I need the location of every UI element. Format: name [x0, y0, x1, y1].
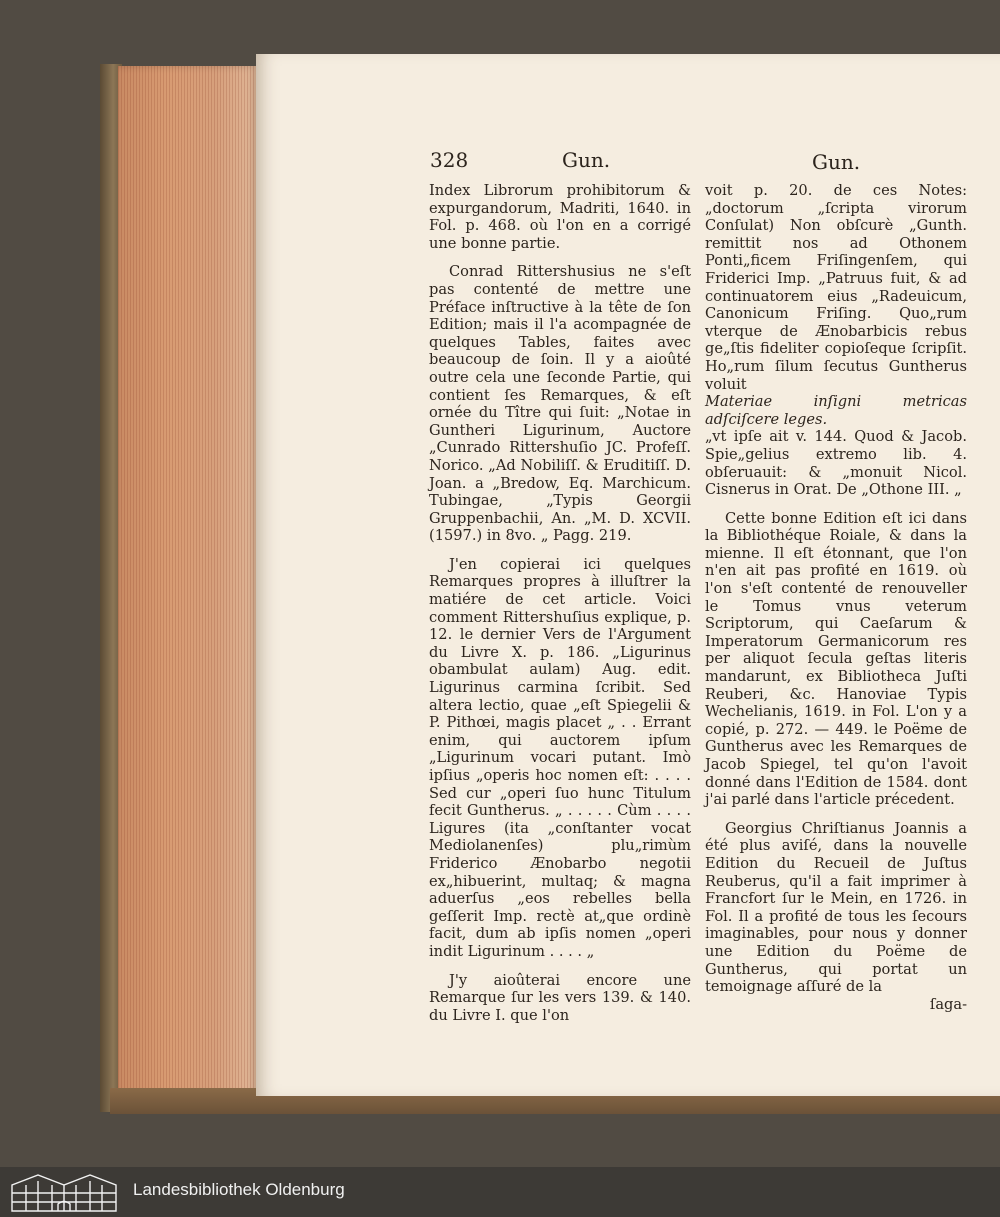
book-page: [256, 54, 1000, 1096]
left-paragraph-1: Index Librorum prohibitorum & expurgandorum, Madriti, 1640. in Fol. p. 468. où l'on en a corrigé une bonne partie.: [429, 182, 691, 252]
right-text-column: [705, 182, 967, 1013]
right-paragraph-2: „vt ipſe ait v. 144. Quod & Jacob. Spie„gelius extremo lib. 4. obſeruauit: & „monuit Nicol. Cisnerus in Orat. De „Othone III. „: [705, 428, 967, 499]
page-number: 328: [430, 148, 469, 172]
right-paragraph-3: Cette bonne Edition eſt ici dans la Bibliothéque Roiale, & dans la mienne. Il eſt étonnant, que l'on n'en ait pas profité en 1619. où l'on s'eſt contenté de renouveller le Tomus vnus veterum Scriptorum, qui Caeſarum & Imperatorum Germanicorum res per aliquot ſecula geſtas literis mandarunt, ex Bibliotheca Juſti Reuberi, &c. Hanoviae Typis Wechelianis, 1619. in Fol. L'on y a copié, p. 272. — 449. le Poëme de Guntherus avec les Remarques de Jacob Spiegel, tel qu'on l'avoit donné dans l'Edition de 1584. dont j'ai parlé dans l'article précedent.: [705, 509, 967, 809]
running-head-left: Gun.: [562, 148, 611, 172]
verse-quotation: Materiae inſigni metricas adſciſcere leges.: [705, 393, 967, 428]
page-block-edge: [118, 66, 258, 1100]
footer-bar: [0, 1167, 1000, 1217]
left-paragraph-4: J'y aioûterai encore une Remarque ſur les vers 139. & 140. du Livre I. que l'on: [429, 971, 691, 1024]
right-paragraph-1: voit p. 20. de ces Notes: „doctorum „ſcripta virorum Conſulat) Non obſcurè „Gunth. remittit nos ad Othonem Ponti„ficem Friſingenſem, qui Friderici Imp. „Patruus fuit, & ad continuatorem eius „Radeuicum, Canonicum Friſing. Quo„rum vterque de Ænobarbicis rebus ge„ſtis fideliter copioſeque ſcripſit. Ho„rum ſilum ſecutus Guntherus voluit: [705, 182, 967, 393]
left-paragraph-2: Conrad Rittershusius ne s'eſt pas contenté de mettre une Préface inſtructive à la tête de ſon Edition; mais il l'a acompagnée de quelques Tables, faites avec beaucoup de ſoin. Il y a aioûté outre cela une ſeconde Partie, qui contient ſes Remarques, & eſt ornée du Tître qui ſuit: „Notae in Guntheri Ligurinum, Auctore „Cunrado Rittershuſio JC. Profeſſ. Norico. „Ad Nobiliſſ. & Eruditiſſ. D. Joan. a „Bredow, Eq. Marchicum. Tubingae, „Typis Georgii Gruppenbachii, An. „M. D. XCVII. (1597.) in 8vo. „ Pagg. 219.: [429, 263, 691, 545]
catchword: ſaga-: [929, 995, 967, 1013]
library-name: Landesbibliothek Oldenburg: [133, 1180, 345, 1199]
right-paragraph-4: Georgius Chriſtianus Joannis a été plus aviſé, dans la nouvelle Edition du Recueil de Juſtus Reuberus, qu'il a fait imprimer à Francfort ſur le Mein, en 1726. in Fol. Il a profité de tous les ſecours imaginables, pour nous y donner une Edition du Poëme de Guntherus, qui portat un temoignage aſſuré de la: [705, 819, 967, 996]
library-building-icon: [8, 1171, 120, 1213]
running-head-right: Gun.: [812, 150, 861, 174]
left-text-column: [429, 182, 691, 1024]
left-paragraph-3: J'en copierai ici quelques Remarques propres à illuſtrer la matiére de cet article. Voici comment Rittershuſius explique, p. 12. le dernier Vers de l'Argument du Livre X. p. 186. „Ligurinus obambulat aulam) Aug. edit. Ligurinus carmina ſcribit. Sed altera lectio, quae „eſt Spiegelii & P. Pithœi, magis placet „ . . Errant enim, qui auctorem ipſum „Ligurinum vocari putant. Imò ipſius „operis hoc nomen eſt: . . . . Sed cur „operi ſuo hunc Titulum fecit Guntherus. „ . . . . . Cùm . . . . Ligures (ita „conſtanter vocat Mediolanenſes) plu„rimùm Friderico Ænobarbo negotii ex„hibuerint, multaq; & magna aduerſus „eos rebelles bella geſſerit Imp. rectè at„que ordinè facit, dum ab ipſis nomen „operi indit Ligurinum . . . . „: [429, 555, 691, 960]
